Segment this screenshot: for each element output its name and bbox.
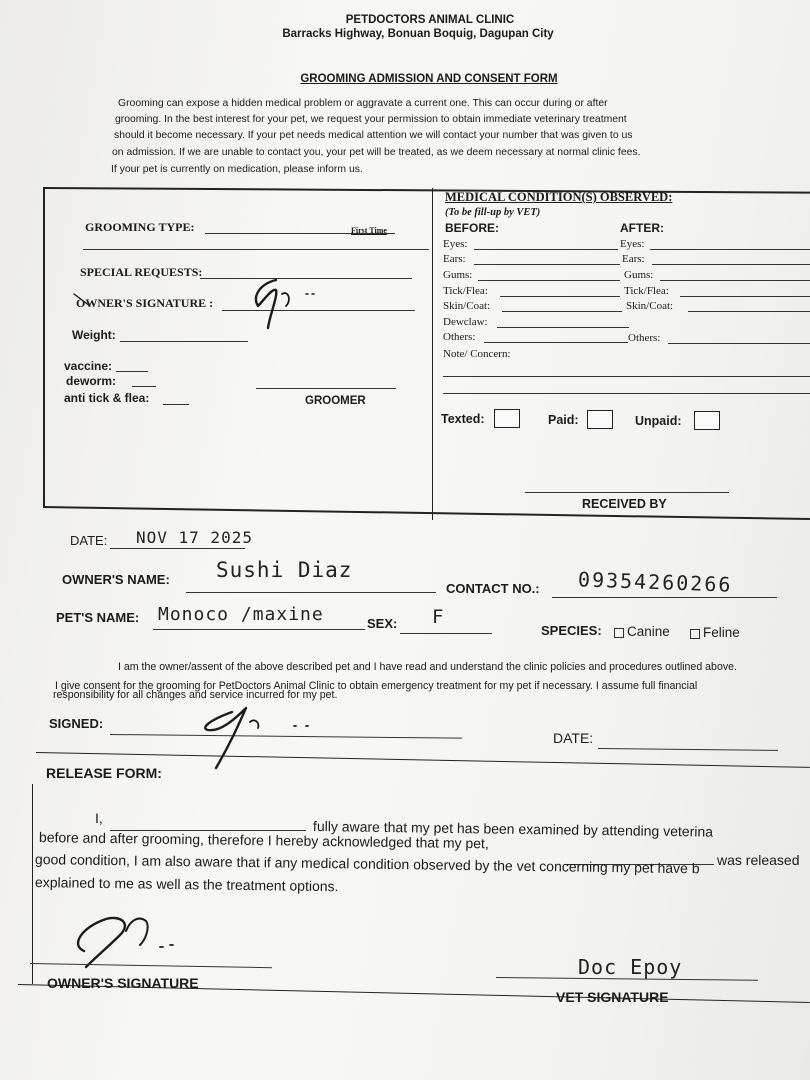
before-eyes-line[interactable] [474,249,618,250]
release-left-border [32,784,33,984]
before-others-line[interactable] [484,342,628,343]
release-line-2: before and after grooming, therefore I hereby acknowledged that my pet, [38,829,489,852]
contact-line[interactable] [552,597,777,598]
date-label: DATE: [70,533,108,548]
box-left-border [43,187,45,507]
clinic-address: Barracks Highway, Bonuan Boquig, Dagupan City [282,28,554,40]
after-item-skincoat: Skin/Coat: [626,300,674,312]
before-item-gums: Gums: [443,269,473,281]
before-item-ears: Ears: [443,253,466,265]
sex-label: SEX: [367,616,398,631]
sex-line[interactable] [400,633,492,634]
weight-label: Weight: [72,328,116,342]
intro-line: If your pet is currently on medication, please inform us. [111,164,363,175]
medical-subtitle: (To be fill-up by VET) [445,207,541,218]
form-title: GROOMING ADMISSION AND CONSENT FORM [300,73,558,85]
after-eyes-line[interactable] [650,249,810,250]
vaccine-line[interactable] [116,371,148,372]
grooming-type-line-2[interactable] [83,249,429,250]
pet-name-value: Monoco /maxine [158,604,324,625]
before-tickflea-line[interactable] [500,296,620,297]
paid-checkbox[interactable] [587,410,613,429]
release-line-4: explained to me as well as the treatment options. [34,874,339,895]
before-label: BEFORE: [445,221,499,235]
release-line-1: fully aware that my pet has been examined by attending veterina [312,818,714,840]
intro-line: should it become necessary. If your pet needs medical attention we will contact your number that was given to us [114,130,633,141]
before-item-tickflea: Tick/Flea: [443,285,488,297]
before-item-dewclaw: Dewclaw: [443,316,488,328]
note-concern-label: Note/ Concern: [443,348,511,360]
owner-name-label: OWNER'S NAME: [62,572,170,587]
before-skincoat-line[interactable] [502,311,622,312]
intro-line: grooming. In the best interest for your pet, we request your permission to obtain immediate veterinary treatment [115,114,627,125]
clinic-name: PETDOCTORS ANIMAL CLINIC [345,14,515,26]
grooming-type-label: GROOMING TYPE: [85,220,195,234]
after-tickflea-line[interactable] [680,296,810,297]
after-item-tickflea: Tick/Flea: [624,285,669,297]
signed-signature-mark [190,700,340,780]
vet-signature-value: Doc Epoy [578,955,683,979]
consent-line: responsibility for all changes and service incurred for my pet. [53,689,338,701]
species-label: SPECIES: [541,623,602,638]
texted-checkbox[interactable] [494,409,520,428]
anti-tick-line[interactable] [163,404,189,405]
release-title: RELEASE FORM: [46,765,162,781]
sex-value: F [432,606,445,628]
after-item-gums: Gums: [624,269,654,281]
received-by-line[interactable] [525,492,729,493]
before-gums-line[interactable] [478,280,620,281]
release-i-label: I, [95,810,103,826]
paid-label: Paid: [548,413,579,427]
owner-name-value: Sushi Diaz [216,558,353,582]
special-requests-label: SPECIAL REQUESTS: [80,265,203,279]
medical-title: MEDICAL CONDITION(S) OBSERVED: [445,190,673,204]
groomer-line[interactable] [256,388,396,389]
after-item-others: Others: [628,332,661,344]
consent-line: I give consent for the grooming for PetDoctors Animal Clinic to obtain emergency treatment for my pet if necessary. I assume full financial [55,680,698,692]
pet-name-line[interactable] [153,629,365,630]
after-item-eyes: Eyes: [620,238,645,250]
after-label: AFTER: [620,221,664,235]
unpaid-label: Unpaid: [635,414,682,428]
before-item-eyes: Eyes: [443,238,468,250]
deworm-label: deworm: [66,374,117,388]
texted-label: Texted: [441,412,485,426]
release-line-2-end: was released [717,852,800,868]
after-ears-line[interactable] [652,264,810,265]
before-dewclaw-line[interactable] [497,327,629,328]
after-skincoat-line[interactable] [688,311,810,312]
owner-name-line[interactable] [186,592,436,593]
intro-line: on admission. If we are unable to contact you, your pet will be treated, as we deem necessary at normal clinic fees. [112,147,641,158]
date-value: NOV 17 2025 [136,528,253,547]
before-item-others: Others: [443,331,476,343]
vet-signature-label: VET SIGNATURE [556,989,669,1005]
after-others-line[interactable] [668,343,810,344]
deworm-line[interactable] [132,386,156,387]
vet-signature-line[interactable] [496,977,758,981]
feline-checkbox[interactable] [690,629,700,639]
intro-line: Grooming can expose a hidden medical problem or aggravate a current one. This can occur during or after [118,98,608,109]
canine-label: Canine [627,624,670,639]
contact-value: 09354260266 [577,567,733,597]
release-owner-signature-label: OWNER'S SIGNATURE [47,975,199,991]
release-line-3: good condition, I am also aware that if any medical condition observed by the vet concerning my pet have b [34,851,700,877]
canine-checkbox[interactable] [614,628,624,638]
groomer-label: GROOMER [305,395,366,407]
note-line-2[interactable] [443,393,810,394]
received-by-label: RECEIVED BY [582,497,667,511]
first-time-label: First Time [351,226,387,235]
box-divider [432,188,433,520]
after-gums-line[interactable] [660,280,810,281]
consent-line: I am the owner/assent of the above described pet and I have read and understand the clinic policies and procedures outlined above. [118,661,737,673]
signed-date-label: DATE: [553,730,594,746]
after-item-ears: Ears: [622,253,645,265]
signed-date-line[interactable] [598,748,778,751]
signed-label: SIGNED: [49,716,104,731]
before-ears-line[interactable] [474,264,620,265]
date-line[interactable] [110,548,245,549]
box-top-border [44,187,810,194]
contact-label: CONTACT NO.: [446,581,540,596]
note-line-1[interactable] [443,376,810,377]
feline-label: Feline [703,625,740,640]
anti-tick-label: anti tick & flea: [64,391,150,405]
box-bottom-border [43,506,810,520]
owner-signature-label: OWNER'S SIGNATURE : [76,296,214,310]
before-item-skincoat: Skin/Coat: [443,300,491,312]
pet-name-label: PET'S NAME: [56,610,140,625]
vaccine-label: vaccine: [64,359,113,373]
weight-line[interactable] [120,341,248,342]
unpaid-checkbox[interactable] [694,411,720,430]
